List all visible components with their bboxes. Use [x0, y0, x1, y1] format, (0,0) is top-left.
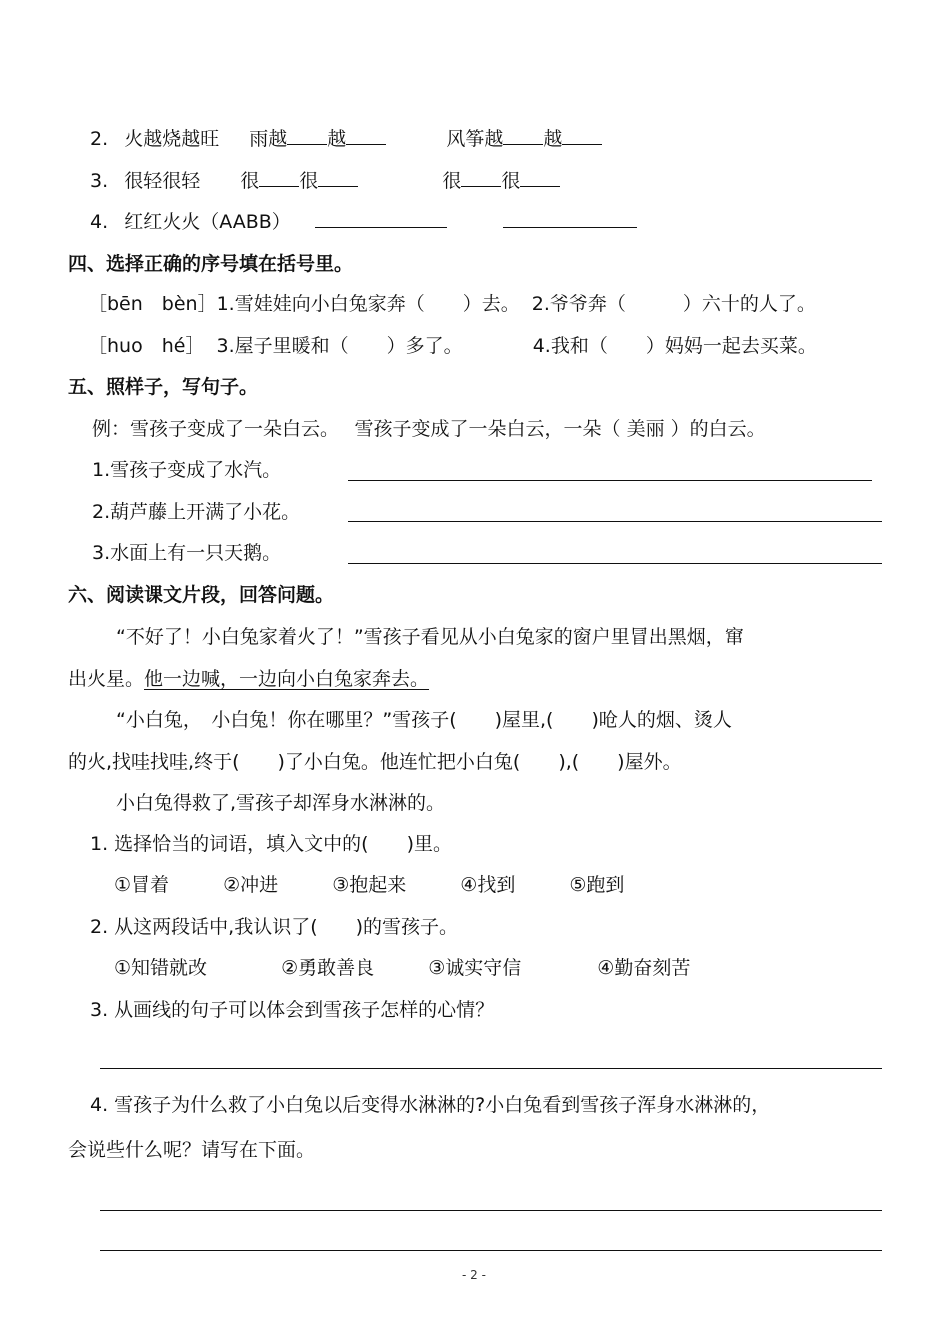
prompt-text: 很 [501, 170, 521, 192]
rewrite-item-3: 3.水面上有一只天鹅。 [92, 542, 282, 564]
answer-blank[interactable] [520, 168, 560, 187]
fill-q3-row [90, 168, 560, 194]
prompt-text: 很 [240, 170, 260, 192]
underlined-sentence: 他一边喊，一边向小白兔家奔去。 [144, 668, 430, 690]
answer-line[interactable] [100, 1210, 882, 1211]
answer-blank[interactable] [318, 168, 358, 187]
choice-question: 2.爷爷奔（ ）六十的人了。 [531, 293, 816, 315]
answer-line[interactable] [348, 521, 882, 522]
q2-options [114, 955, 690, 981]
reading-q1: 1. 选择恰当的词语，填入文中的( )里。 [90, 833, 452, 855]
answer-blank[interactable] [562, 126, 602, 145]
passage-line: “小白兔， 小白兔！你在哪里？”雪孩子( )屋里,( )呛人的烟、烫人 [116, 709, 732, 731]
rewrite-item-1: 1.雪孩子变成了水汽。 [92, 459, 282, 481]
page-number: - 2 - [462, 1268, 486, 1282]
passage-line: “不好了！小白兔家着火了！”雪孩子看见从小白兔家的窗户里冒出黑烟，窜 [116, 626, 744, 648]
option: ①冒着 [114, 874, 170, 896]
prompt-text: 很 [299, 170, 319, 192]
answer-blank[interactable] [503, 209, 637, 228]
prompt-text: 雨越 [249, 128, 288, 150]
passage-line: 小白兔得救了,雪孩子却浑身水淋淋的。 [116, 792, 446, 814]
option: ②冲进 [223, 874, 279, 896]
choice-question: 3.屋子里暖和（ ）多了。 [216, 335, 463, 357]
q1-options [114, 872, 624, 898]
answer-line[interactable] [348, 480, 872, 481]
prompt-text: 越 [327, 128, 347, 150]
choice-question: 4.我和（ ）妈妈一起去买菜。 [532, 335, 817, 357]
reading-q4-cont: 会说些什么呢？请写在下面。 [68, 1139, 316, 1161]
choice-row-1 [88, 291, 816, 317]
option: ②勇敢善良 [281, 957, 375, 979]
reading-q2: 2. 从这两段话中,我认识了( )的雪孩子。 [90, 916, 459, 938]
answer-blank[interactable] [287, 126, 327, 145]
option: ④找到 [460, 874, 516, 896]
example-phrase: 很轻很轻 [124, 170, 201, 192]
option: ①知错就改 [114, 957, 208, 979]
answer-blank[interactable] [315, 209, 447, 228]
choice-question: 1.雪娃娃向小白兔家奔（ ）去。 [216, 293, 520, 315]
passage-text: 出火星。 [68, 668, 145, 690]
answer-blank[interactable] [259, 168, 299, 187]
answer-line[interactable] [348, 563, 882, 564]
section-4-title: 四、选择正确的序号填在括号里。 [68, 253, 354, 275]
prompt-text: 越 [543, 128, 563, 150]
rewrite-item-2: 2.葫芦藤上开满了小花。 [92, 501, 301, 523]
answer-line[interactable] [100, 1068, 882, 1069]
fill-q4-row [90, 209, 637, 235]
fill-q2-row [90, 126, 602, 152]
answer-blank[interactable] [461, 168, 501, 187]
reading-q3: 3. 从画线的句子可以体会到雪孩子怎样的心情？ [90, 999, 495, 1021]
option: ③诚实守信 [428, 957, 522, 979]
pinyin-options: ［bēn bèn］ [88, 293, 217, 315]
prompt-text: 很 [442, 170, 462, 192]
prompt-text: 风筝越 [446, 128, 504, 150]
q-number: 3. [90, 170, 109, 192]
answer-blank[interactable] [346, 126, 386, 145]
example-phrase: 火越烧越旺 [124, 128, 220, 150]
passage-line: 的火,找哇找哇,终于( )了小白兔。他连忙把小白兔( ),( )屋外。 [68, 751, 682, 773]
section-5-title: 五、照样子，写句子。 [68, 376, 259, 398]
choice-row-2 [88, 333, 817, 359]
answer-blank[interactable] [503, 126, 543, 145]
example-sentence: 例：雪孩子变成了一朵白云。 雪孩子变成了一朵白云，一朵（ 美丽 ）的白云。 [92, 418, 766, 440]
reading-q4: 4. 雪孩子为什么救了小白兔以后变得水淋淋的?小白兔看到雪孩子浑身水淋淋的， [90, 1094, 771, 1116]
q-number: 2. [90, 128, 109, 150]
pinyin-options: ［huo hé］ [88, 335, 205, 357]
passage-line [68, 666, 429, 692]
option: ④勤奋刻苦 [597, 957, 691, 979]
answer-line[interactable] [100, 1250, 882, 1251]
section-6-title: 六、阅读课文片段，回答问题。 [68, 584, 335, 606]
option: ③抱起来 [332, 874, 407, 896]
q-number: 4. [90, 211, 109, 233]
option: ⑤跑到 [569, 874, 625, 896]
example-phrase: 红红火火（AABB） [124, 211, 291, 233]
